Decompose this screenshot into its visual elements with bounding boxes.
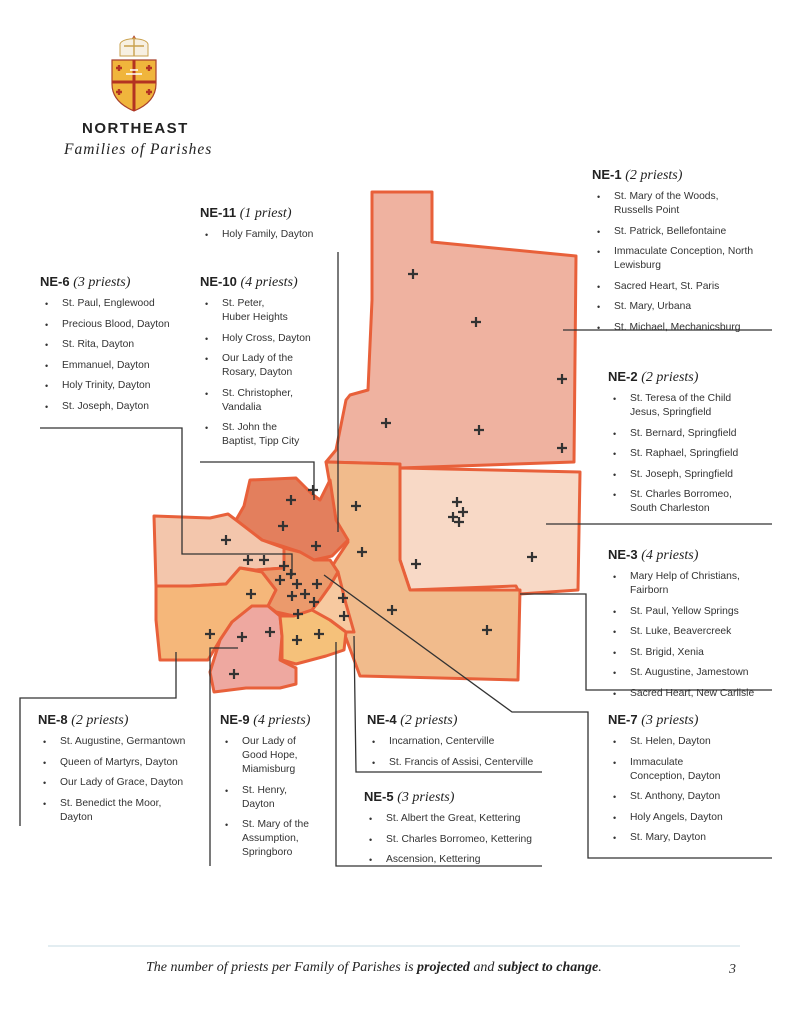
- group-ne9: [220, 712, 350, 867]
- group-ne3: [608, 547, 780, 707]
- priest-count: (3 priests): [397, 790, 455, 805]
- priest-count: (2 priests): [641, 370, 699, 385]
- group-id: NE-9: [220, 712, 250, 727]
- region-ne1: [326, 192, 576, 468]
- priest-count: (4 priests): [641, 548, 699, 563]
- priest-count: (4 priests): [253, 713, 311, 728]
- parish-item: • St. Benedict the Moor, Dayton: [38, 797, 180, 825]
- parish-item: • Precious Blood, Dayton: [40, 318, 200, 332]
- parish-item: • Mary Help of Christians, Fairborn: [608, 570, 760, 598]
- priest-count: (3 priests): [73, 275, 131, 290]
- group-id: NE-2: [608, 369, 638, 384]
- parish-item: • St. Helen, Dayton: [608, 735, 768, 749]
- parish-item: • Sacred Heart, St. Paris: [592, 280, 782, 294]
- group-id: NE-3: [608, 547, 638, 562]
- group-ne11: [200, 205, 340, 249]
- parish-item: • Holy Trinity, Dayton: [40, 379, 200, 393]
- group-title: [200, 205, 340, 222]
- footer-note-bold1: projected: [417, 960, 470, 975]
- priest-count: (4 priests): [240, 275, 298, 290]
- group-title: [38, 712, 210, 729]
- group-title: [608, 712, 768, 729]
- group-id: NE-5: [364, 789, 394, 804]
- group-id: NE-1: [592, 167, 622, 182]
- group-title: [367, 712, 557, 729]
- group-title: [608, 547, 780, 564]
- group-title: [40, 274, 200, 291]
- parish-item: • Our Lady of the Rosary, Dayton: [200, 352, 308, 380]
- parish-item: • St. Mary of the Assumption, Springboro: [220, 818, 328, 860]
- group-id: NE-11: [200, 205, 237, 220]
- group-id: NE-10: [200, 274, 237, 289]
- parish-item: • Immaculate Conception, North Lewisburg: [592, 245, 754, 273]
- parish-item: • St. Anthony, Dayton: [608, 790, 768, 804]
- brand-title: NORTHEAST: [82, 120, 189, 137]
- parish-item: • St. John the Baptist, Tipp City: [200, 421, 312, 449]
- priest-count: (2 priests): [71, 713, 129, 728]
- group-title: [364, 789, 554, 806]
- group-title: [220, 712, 350, 729]
- footer-note-mid: and: [469, 960, 498, 975]
- parish-item: • St. Augustine, Jamestown: [608, 666, 780, 680]
- parish-item: • St. Charles Borromeo, Kettering: [364, 833, 554, 847]
- group-ne2: [608, 369, 780, 523]
- parish-item: • St. Mary, Dayton: [608, 831, 768, 845]
- footer-note-start: The number of priests per Family of Parishes is: [146, 960, 418, 975]
- parish-item: • St. Mary, Urbana: [592, 300, 782, 314]
- parish-item: • St. Joseph, Dayton: [40, 400, 200, 414]
- footer-note-bold2: subject to change: [497, 960, 599, 975]
- parish-item: • St. Paul, Yellow Springs: [608, 605, 780, 619]
- brand-subtitle: Families of Parishes: [64, 141, 213, 158]
- priest-count: (1 priest): [239, 206, 292, 221]
- parish-item: • St. Rita, Dayton: [40, 338, 200, 352]
- group-title: [200, 274, 328, 291]
- page-number: 3: [729, 962, 736, 977]
- parish-item: • St. Brigid, Xenia: [608, 646, 780, 660]
- parish-item: • St. Augustine, Germantown: [38, 735, 210, 749]
- parish-item: • St. Christopher, Vandalia: [200, 387, 306, 415]
- footer-note: [146, 960, 602, 976]
- parish-item: • St. Joseph, Springfield: [608, 468, 780, 482]
- group-id: NE-8: [38, 712, 68, 727]
- priest-count: (3 priests): [641, 713, 699, 728]
- group-ne10: [200, 274, 328, 456]
- group-id: NE-6: [40, 274, 70, 289]
- group-id: NE-7: [608, 712, 638, 727]
- parish-item: • St. Mary of the Woods, Russells Point: [592, 190, 744, 218]
- parish-item: • St. Luke, Beavercreek: [608, 625, 780, 639]
- parish-item: • St. Patrick, Bellefontaine: [592, 225, 782, 239]
- parish-item: • St. Peter, Huber Heights: [200, 297, 292, 325]
- group-id: NE-4: [367, 712, 397, 727]
- parish-item: • Our Lady of Grace, Dayton: [38, 776, 210, 790]
- parish-item: • Emmanuel, Dayton: [40, 359, 200, 373]
- parish-item: • St. Francis of Assisi, Centerville: [367, 756, 557, 770]
- parish-item: • St. Charles Borromeo, South Charleston: [608, 488, 748, 516]
- group-title: [592, 167, 782, 184]
- parish-item: • St. Michael, Mechanicsburg: [592, 321, 782, 335]
- footer-divider: [48, 945, 740, 947]
- parish-item: • Sacred Heart, New Carlisle: [608, 687, 780, 701]
- group-ne4: [367, 712, 557, 776]
- parish-item: • Holy Angels, Dayton: [608, 811, 768, 825]
- group-ne6: [40, 274, 200, 420]
- group-ne7: [608, 712, 768, 852]
- footer-note-end: .: [598, 960, 602, 975]
- parish-item: • Immaculate Conception, Dayton: [608, 756, 730, 784]
- group-ne1: [592, 167, 782, 341]
- parish-item: • St. Henry, Dayton: [220, 784, 302, 812]
- parish-item: • St. Bernard, Springfield: [608, 427, 780, 441]
- parish-item: • St. Albert the Great, Kettering: [364, 812, 554, 826]
- priest-count: (2 priests): [400, 713, 458, 728]
- parish-item: • Queen of Martyrs, Dayton: [38, 756, 210, 770]
- parish-item: • St. Paul, Englewood: [40, 297, 200, 311]
- parish-item: • St. Teresa of the Child Jesus, Springfield: [608, 392, 746, 420]
- group-title: [608, 369, 780, 386]
- parish-item: • Holy Family, Dayton: [200, 228, 340, 242]
- group-ne5: [364, 789, 554, 874]
- parish-item: • St. Raphael, Springfield: [608, 447, 780, 461]
- parish-item: • Holy Cross, Dayton: [200, 332, 328, 346]
- group-ne8: [38, 712, 210, 831]
- parish-item: • Ascension, Kettering: [364, 853, 554, 867]
- parish-item: • Incarnation, Centerville: [367, 735, 557, 749]
- parish-item: • Our Lady of Good Hope, Miamisburg: [220, 735, 320, 777]
- priest-count: (2 priests): [625, 168, 683, 183]
- region-ne2: [400, 468, 580, 594]
